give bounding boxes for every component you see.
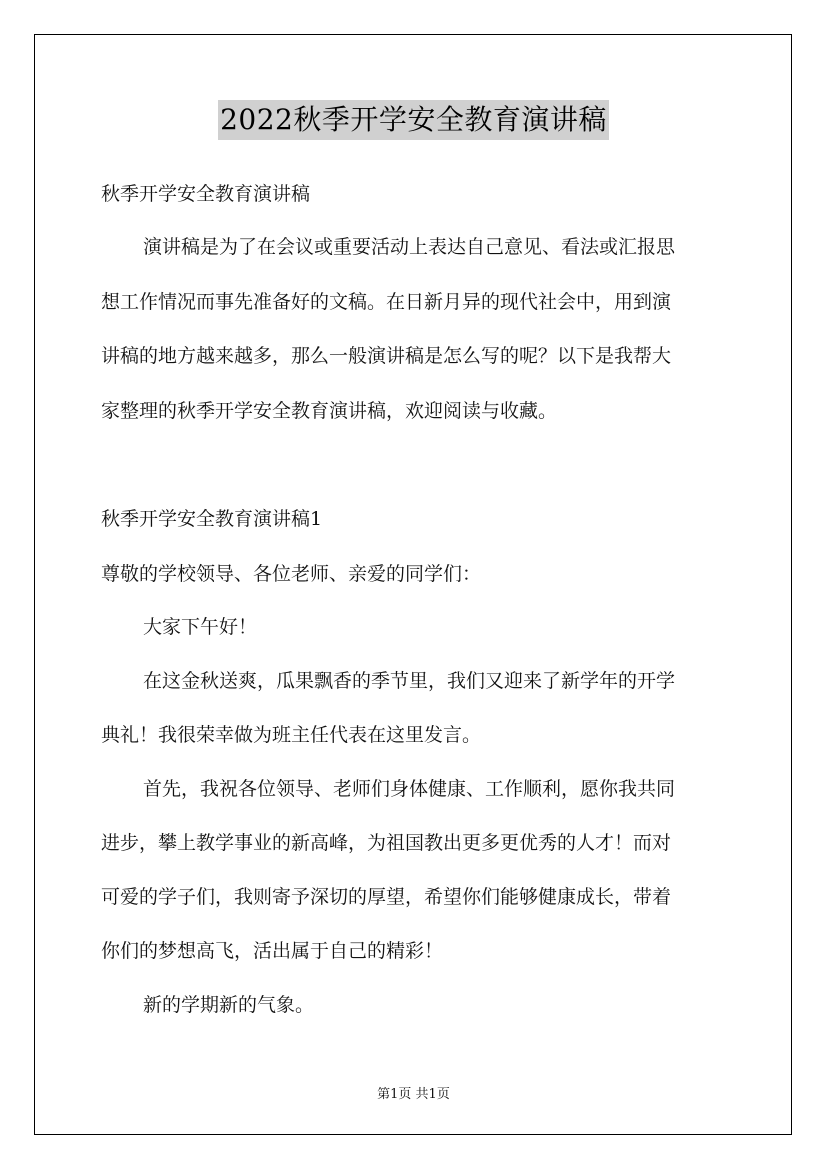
paragraph-line: 演讲稿是为了在会议或重要活动上表达自己意见、看法或汇报思	[143, 236, 676, 258]
greeting-line: 大家下午好！	[143, 616, 258, 638]
paragraph-line: 首先，我祝各位领导、老师们身体健康、工作顺利，愿你我共同	[143, 778, 676, 800]
paragraph-line: 可爱的学子们，我则寄予深切的厚望，希望你们能够健康成长，带着	[101, 886, 672, 908]
page-footer: 第1页 共1页	[377, 1087, 450, 1102]
paragraph-line: 你们的梦想高飞，活出属于自己的精彩！	[101, 940, 444, 962]
subtitle-line: 秋季开学安全教育演讲稿	[101, 183, 311, 205]
paragraph-line: 进步，攀上教学事业的新高峰，为祖国教出更多更优秀的人才！而对	[101, 832, 672, 854]
paragraph-line: 想工作情况而事先准备好的文稿。在日新月异的现代社会中，用到演	[101, 291, 672, 313]
paragraph-line: 新的学期新的气象。	[143, 994, 315, 1016]
section-heading: 秋季开学安全教育演讲稿1	[101, 508, 323, 530]
salutation-line: 尊敬的学校领导、各位老师、亲爱的同学们：	[101, 563, 482, 585]
paragraph-line: 家整理的秋季开学安全教育演讲稿，欢迎阅读与收藏。	[101, 400, 558, 422]
paragraph-line: 在这金秋送爽，瓜果飘香的季节里，我们又迎来了新学年的开学	[143, 670, 676, 692]
document-title: 2022秋季开学安全教育演讲稿	[218, 100, 609, 140]
paragraph-line: 典礼！我很荣幸做为班主任代表在这里发言。	[101, 724, 482, 746]
title-container	[0, 100, 827, 140]
paragraph-line: 讲稿的地方越来越多，那么一般演讲稿是怎么写的呢？以下是我帮大	[101, 345, 672, 367]
